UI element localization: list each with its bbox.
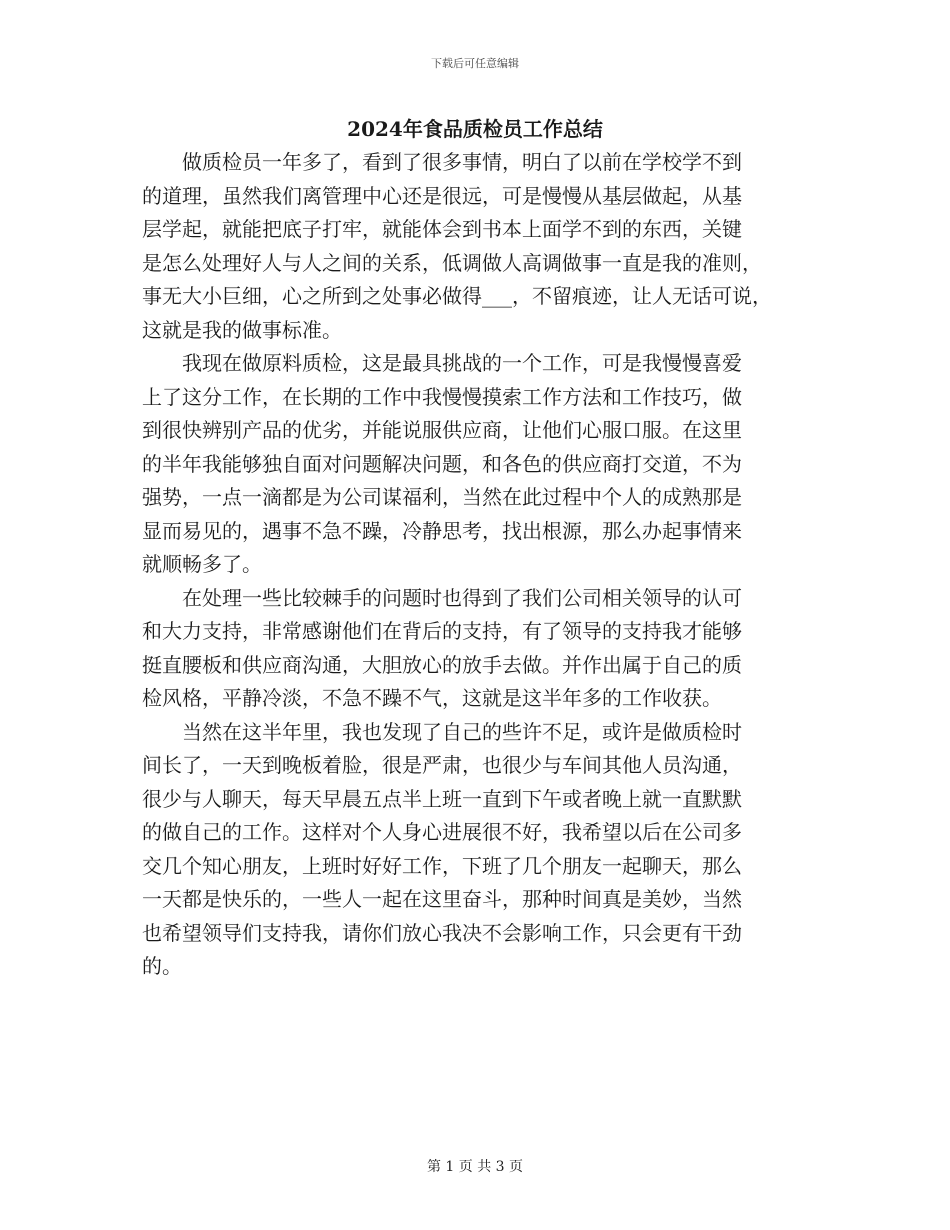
- text-line: 到很快辨别产品的优劣，并能说服供应商，让他们心服口服。在这里: [142, 418, 742, 442]
- text-line: 很少与人聊天，每天早晨五点半上班一直到下午或者晚上就一直默默: [142, 786, 742, 811]
- text-line: 我现在做原料质检，这是最具挑战的一个工作，可是我慢慢喜爱: [182, 351, 742, 375]
- text-line: 的做自己的工作。这样对个人身心进展很不好，我希望以后在公司多: [142, 820, 742, 844]
- text-line: 间长了，一天到晚板着脸，很是严肃，也很少与车间其他人员沟通，: [142, 753, 742, 777]
- paragraph-2: [142, 347, 817, 582]
- text-line: 事无大小巨细，心之所到之处事必做得___，不留痕迹，让人无话可说，: [142, 284, 772, 308]
- text-line: 上了这分工作，在长期的工作中我慢慢摸索工作方法和工作技巧，做: [142, 384, 742, 409]
- text-line: 的。: [142, 954, 182, 978]
- text-line: 层学起，就能把底子打牢，就能体会到书本上面学不到的东西，关键: [142, 217, 742, 241]
- paragraph-3: [142, 582, 817, 716]
- text-line: 一天都是快乐的，一些人一起在这里奋斗，那种时间真是美妙，当然: [142, 887, 742, 911]
- paragraph-1: [142, 146, 817, 347]
- text-line: 这就是我的做事标准。: [142, 317, 342, 342]
- text-line: 做质检员一年多了，看到了很多事情，明白了以前在学校学不到: [182, 150, 742, 174]
- paragraph-4: [142, 716, 817, 984]
- text-line: 的道理，虽然我们离管理中心还是很远，可是慢慢从基层做起，从基: [142, 183, 742, 208]
- document-body: [142, 146, 817, 984]
- text-line: 在处理一些比较棘手的问题时也得到了我们公司相关领导的认可: [182, 585, 742, 610]
- text-line: 检风格，平静冷淡，不急不躁不气，这就是这半年多的工作收获。: [142, 686, 722, 710]
- header-note: 下载后可任意编辑: [431, 57, 519, 70]
- text-line: 就顺畅多了。: [142, 552, 262, 576]
- text-line: 当然在这半年里，我也发现了自己的些许不足，或许是做质检时: [182, 719, 742, 744]
- page-title: 2024年食品质检员工作总结: [347, 117, 603, 141]
- text-line: 的半年我能够独自面对问题解决问题，和各色的供应商打交道，不为: [142, 451, 742, 476]
- text-line: 和大力支持，非常感谢他们在背后的支持，有了领导的支持我才能够: [142, 619, 742, 643]
- text-line: 显而易见的，遇事不急不躁，冷静思考，找出根源，那么办起事情来: [142, 518, 742, 543]
- text-line: 挺直腰板和供应商沟通，大胆放心的放手去做。并作出属于自己的质: [142, 652, 742, 677]
- page-footer: 第 1 页 共 3 页: [426, 1159, 524, 1175]
- text-line: 交几个知心朋友，上班时好好工作，下班了几个朋友一起聊天，那么: [142, 853, 742, 878]
- text-line: 是怎么处理好人与人之间的关系，低调做人高调做事一直是我的准则，: [142, 250, 762, 275]
- text-line: 强势，一点一滴都是为公司谋福利，当然在此过程中个人的成熟那是: [142, 485, 742, 509]
- text-line: 也希望领导们支持我，请你们放心我决不会影响工作，只会更有干劲: [142, 920, 742, 945]
